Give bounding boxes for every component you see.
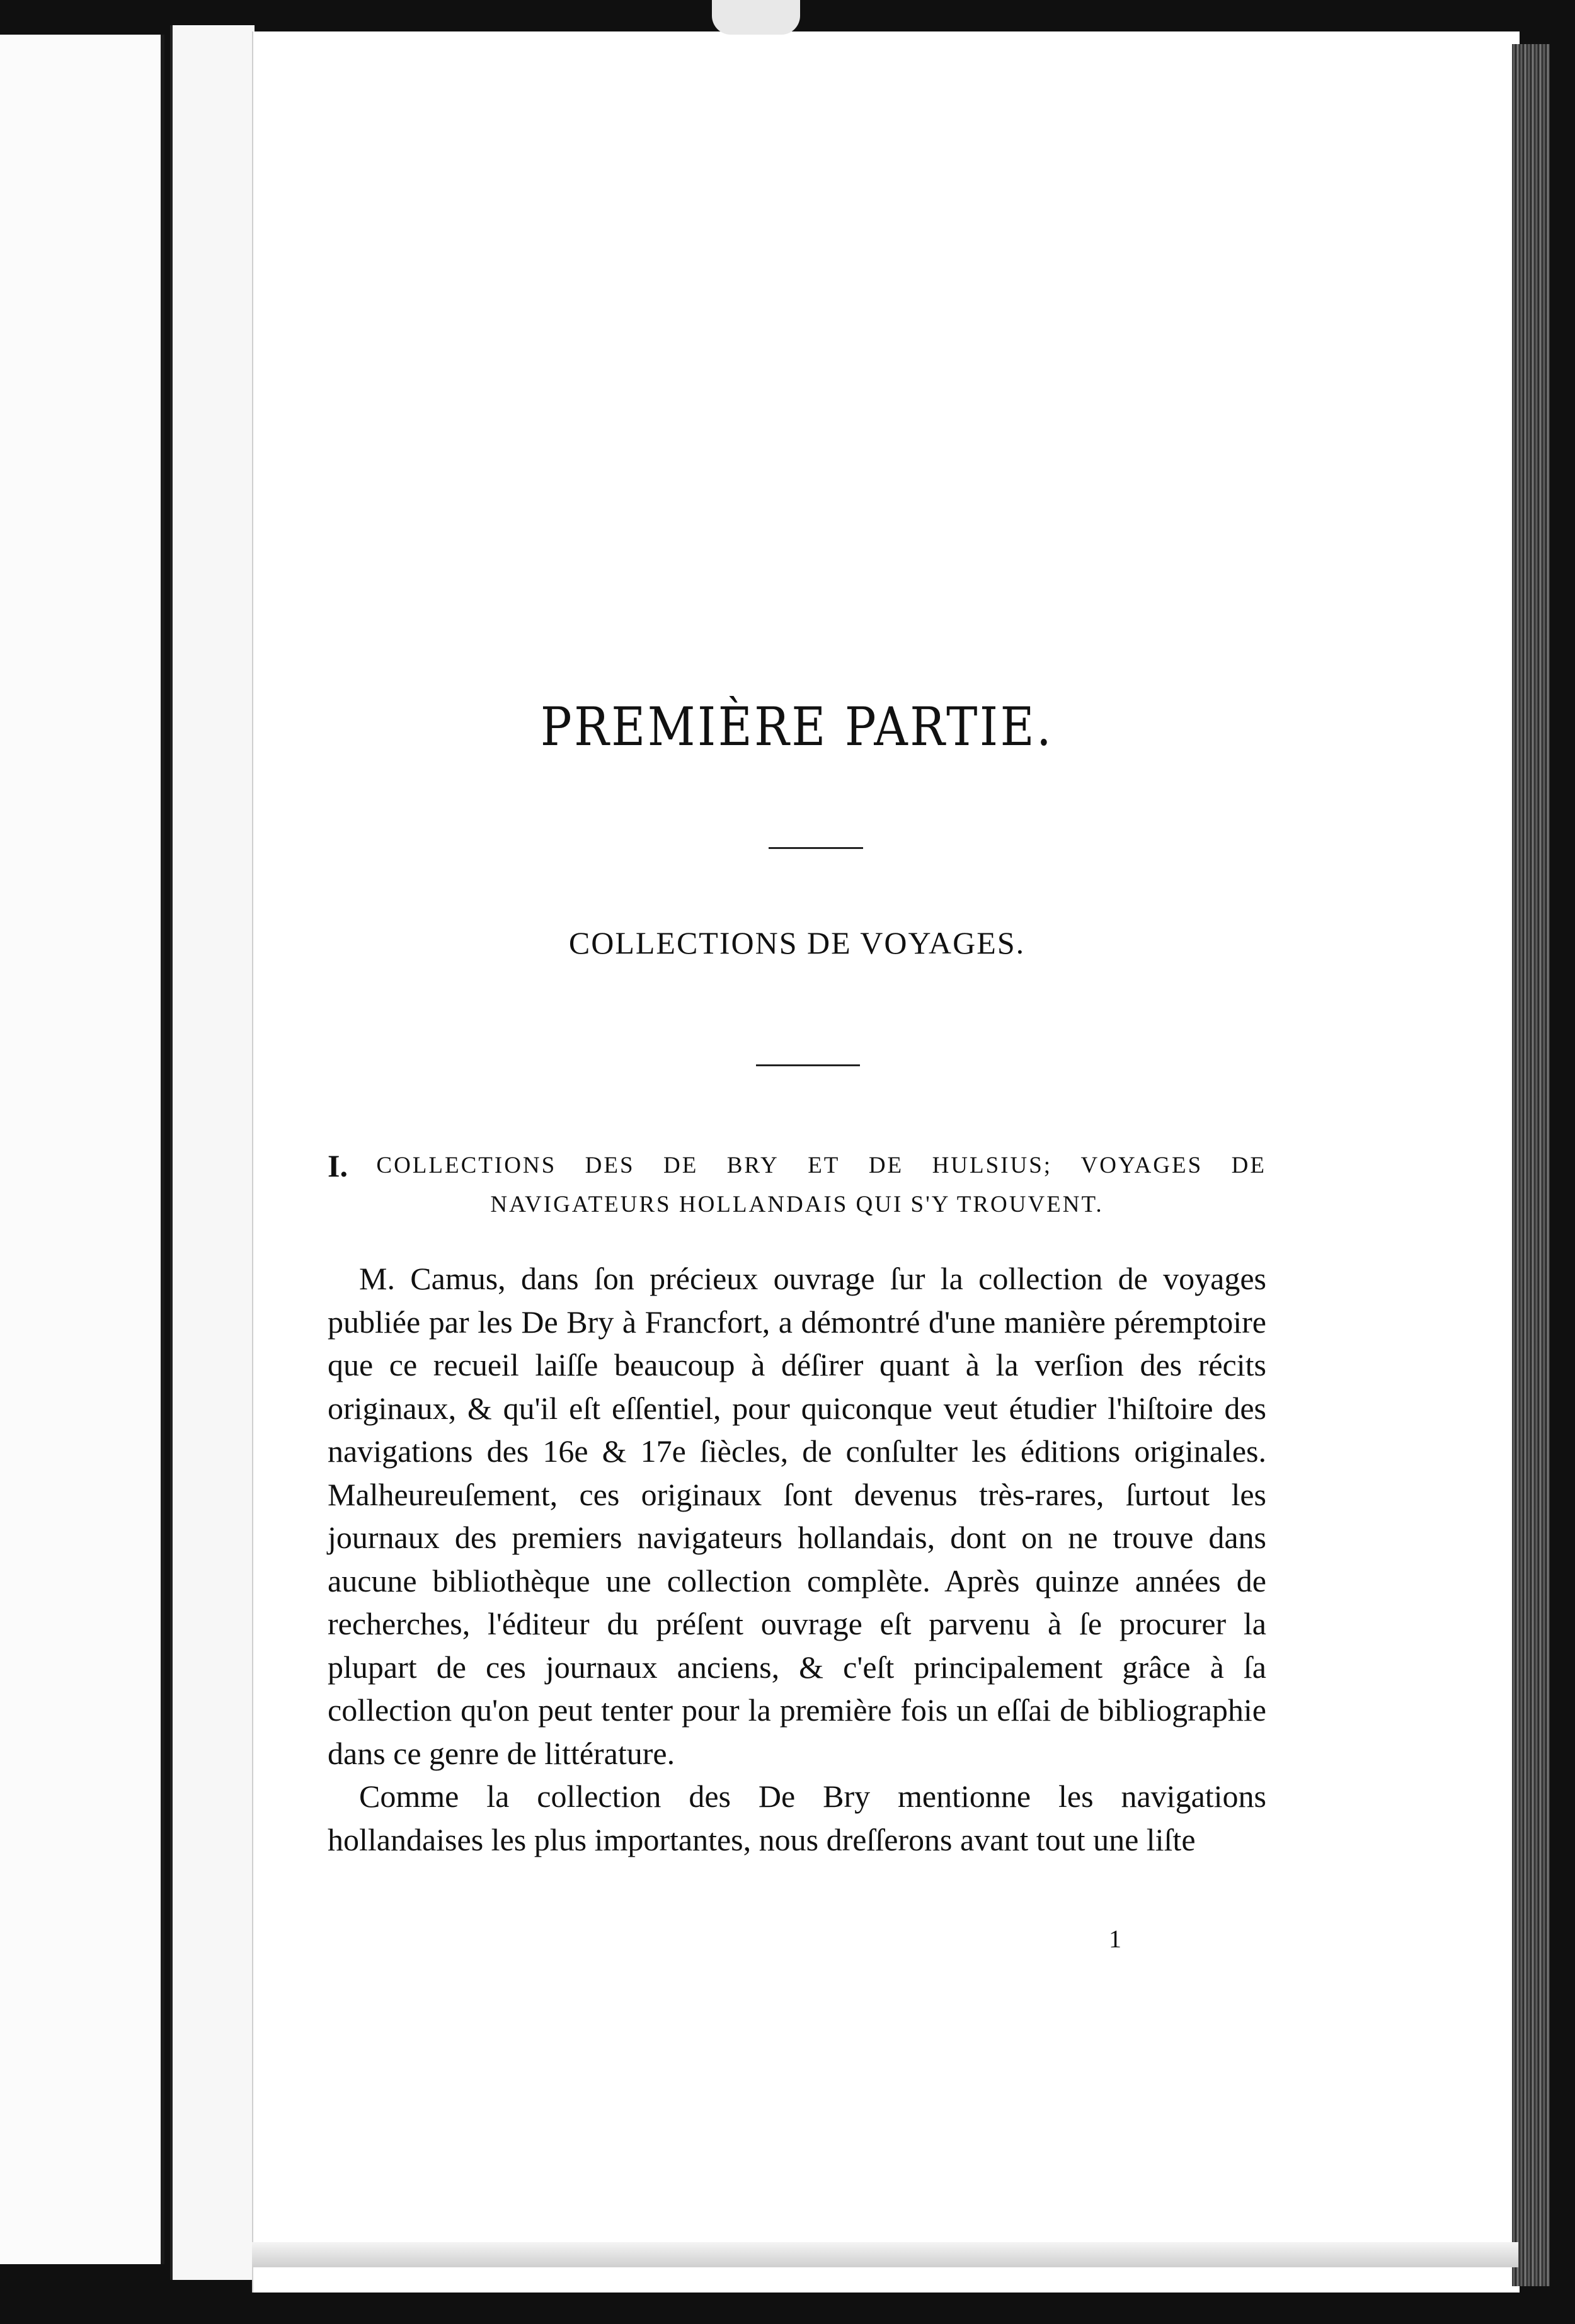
heading-word: ET bbox=[808, 1153, 840, 1178]
part-title: PREMIÈRE PARTIE. bbox=[540, 696, 1054, 758]
heading-word: VOYAGES bbox=[1080, 1153, 1203, 1178]
heading-number: I. bbox=[328, 1148, 348, 1183]
heading-word: HULSIUS; bbox=[932, 1153, 1053, 1178]
divider-rule bbox=[756, 1064, 860, 1066]
heading-line-1 bbox=[328, 1146, 1266, 1185]
divider-rule bbox=[769, 847, 863, 849]
heading-word: BRY bbox=[726, 1153, 779, 1178]
page-number: 1 bbox=[1109, 1925, 1121, 1953]
heading-word: DE bbox=[1231, 1153, 1266, 1178]
chapter-heading bbox=[328, 1146, 1266, 1224]
previous-page-margin bbox=[170, 25, 255, 2280]
heading-line-2: NAVIGATEURS HOLLANDAIS QUI S'Y TROUVENT. bbox=[490, 1192, 1104, 1217]
heading-word: DES bbox=[585, 1153, 635, 1178]
paragraph: Comme la collection des De Bry mentionne les navigations hollandaises les plus importantes, nous dreſſerons avant tout une liſte bbox=[328, 1779, 1266, 1857]
page-bottom-edge bbox=[252, 2242, 1518, 2267]
book-fore-edge bbox=[1512, 44, 1550, 2286]
heading-word: DE bbox=[868, 1153, 904, 1178]
paper-tab bbox=[712, 0, 800, 35]
section-title: COLLECTIONS DE VOYAGES. bbox=[568, 925, 1026, 960]
body-text bbox=[328, 1257, 1266, 1861]
heading-word: DE bbox=[663, 1153, 699, 1178]
paragraph: M. Camus, dans ſon précieux ouvrage ſur la collection de voyages publiée par les De Bry à Francfort, a démontré d'une manière péremptoire que ce recueil laiſſe beaucoup à déſirer quant à la verſion des récits originaux, & qu'il eſt eſſentiel, pour quiconque veut étudier l'hiſtoire des navigations des 16e & 17e ſiècles, de conſulter les éditions originales. Malheureuſement, ces originaux ſont devenus très-rares, ſurtout les journaux des premiers navigateurs hollandais, dont on ne trouve dans aucune bibliothèque une collection complète. Après quinze années de recherches, l'éditeur du préſent ouvrage eſt parvenu à ſe procurer la plupart de ces journaux anciens, & c'eſt principalement grâce à ſa collection qu'on peut tenter pour la première fois un eſſai de bibliographie dans ce genre de littérature. bbox=[328, 1261, 1266, 1771]
heading-word: COLLECTIONS bbox=[376, 1153, 557, 1178]
previous-page-edge bbox=[0, 35, 164, 2264]
